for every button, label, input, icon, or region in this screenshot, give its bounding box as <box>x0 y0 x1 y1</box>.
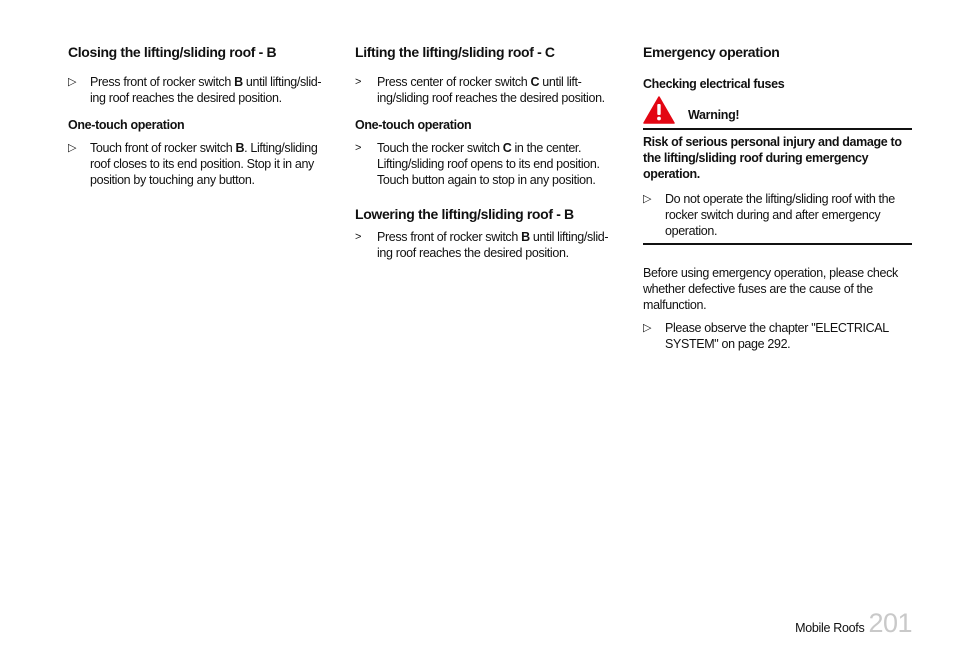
instruction-text: Press front of rocker switch B until lifting/slid-ing roof reaches the desired position. <box>90 75 322 105</box>
page-number: 201 <box>868 608 912 638</box>
section-title-lowering: Lowering the lifting/sliding roof - B <box>355 206 574 222</box>
footer-section-title: Mobile Roofs <box>795 621 865 635</box>
bullet-icon: ▷ <box>643 193 652 205</box>
bullet-icon: ▷ <box>68 76 77 88</box>
column-left <box>68 44 333 200</box>
warning-top-rule <box>643 128 912 130</box>
subheading-one-touch: One-touch operation <box>68 118 185 132</box>
section-title-lifting: Lifting the lifting/sliding roof - C <box>355 44 555 60</box>
instruction-text: Press center of rocker switch C until lift-ing/sliding roof reaches the desired position. <box>377 75 605 105</box>
instruction-item <box>68 74 333 106</box>
column-middle <box>355 44 623 273</box>
instruction-item <box>355 140 623 188</box>
bullet-icon: > <box>355 142 362 154</box>
bullet-icon: > <box>355 231 362 243</box>
warning-header <box>643 94 912 124</box>
instruction-item <box>643 320 912 352</box>
instruction-text: Do not operate the lifting/sliding roof with the rocker switch during and after emergency operation. <box>665 192 895 238</box>
warning-instruction <box>643 191 912 239</box>
instruction-text: Please observe the chapter "ELECTRICAL SYSTEM" on page 292. <box>665 321 889 351</box>
section-title-closing: Closing the lifting/sliding roof - B <box>68 44 277 60</box>
column-right <box>643 44 912 364</box>
fuse-paragraph: Before using emergency operation, please check whether defective fuses are the cause of the malfunction. <box>643 266 898 312</box>
instruction-text: Touch the rocker switch C in the center. Lifting/sliding roof opens to its end position. Touch button again to stop in any position. <box>377 141 600 187</box>
instruction-text: Touch front of rocker switch B. Lifting/sliding roof closes to its end position. Stop it in any position by touching any button. <box>90 141 318 187</box>
bullet-icon: ▷ <box>643 322 652 334</box>
subheading-fuses: Checking electrical fuses <box>643 77 785 91</box>
instruction-text: Press front of rocker switch B until lifting/slid-ing roof reaches the desired position. <box>377 230 609 260</box>
page-footer <box>795 610 912 637</box>
section-title-emergency: Emergency operation <box>643 44 780 60</box>
instruction-item <box>355 74 623 106</box>
subheading-one-touch: One-touch operation <box>355 118 472 132</box>
bullet-icon: > <box>355 76 362 88</box>
warning-label: Warning! <box>688 108 740 122</box>
warning-risk-text: Risk of serious personal injury and damage to the lifting/sliding roof during emergency operation. <box>643 135 902 181</box>
instruction-item <box>355 229 623 261</box>
bullet-icon: ▷ <box>68 142 77 154</box>
instruction-item <box>68 140 333 188</box>
warning-bottom-rule <box>643 243 912 245</box>
warning-triangle-icon <box>643 96 675 124</box>
